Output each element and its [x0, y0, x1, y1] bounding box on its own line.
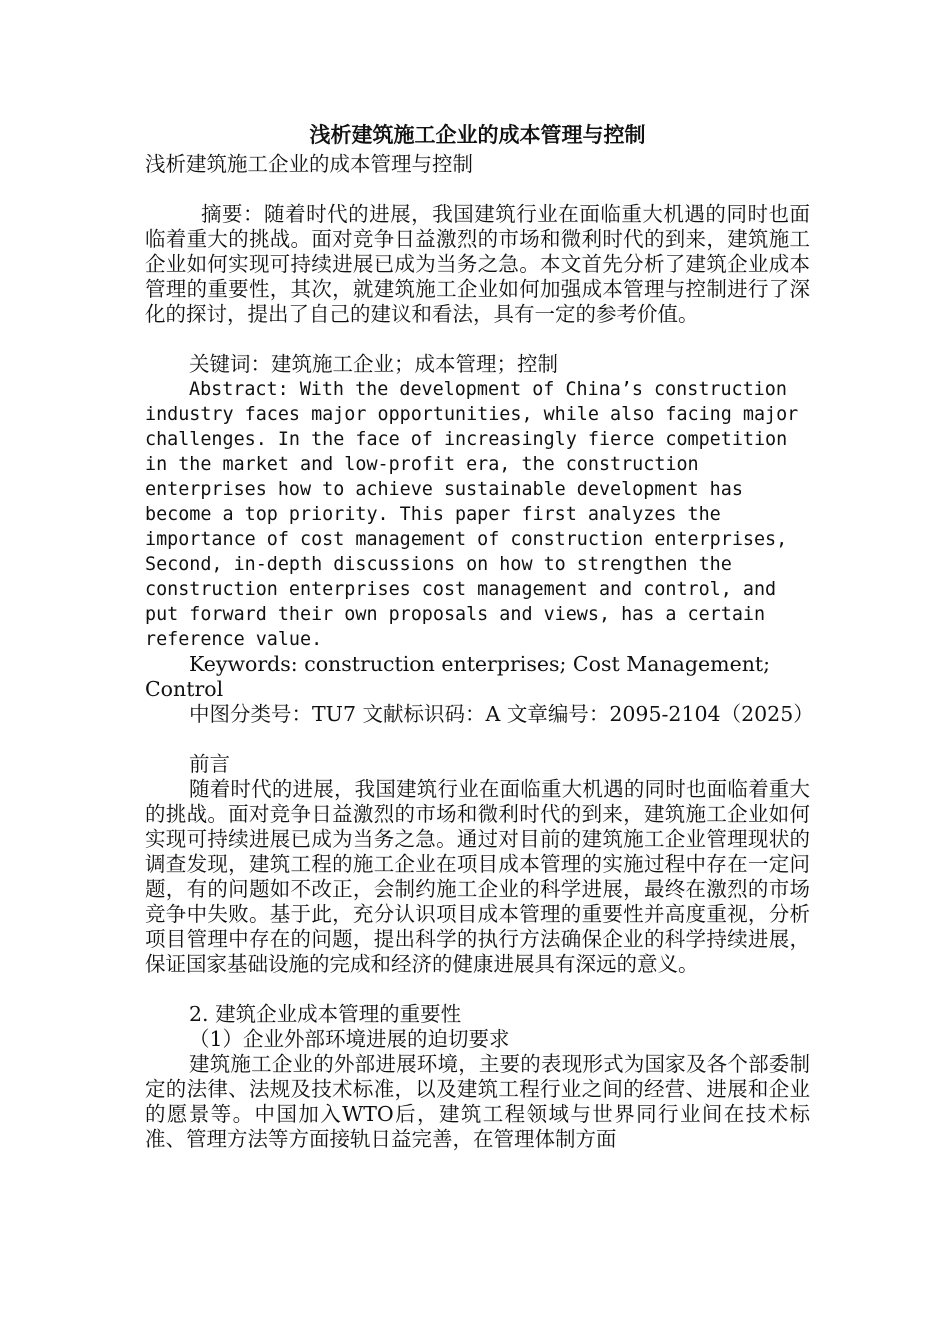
preface-heading: 前言: [189, 752, 230, 776]
abstract-en: Abstract: With the development of China’s construction industry faces major opportunities, while also facing major challenges. In the face of increasingly fierce competition in the market and low-profit era, the construction enterprises how to achieve sustainable development has become a top priority. This paper first analyzes the importance of cost management of construction enterprises, Second, in-depth discussions on how to strengthen the construction enterprises cost management and control, and put forward their own proposals and views, has a certain reference value.: [145, 379, 799, 650]
keywords-en: Keywords: construction enterprises; Cost Management; Control: [145, 652, 771, 701]
keywords-cn: 关键词：建筑施工企业；成本管理；控制: [189, 352, 558, 376]
document-title: 浅析建筑施工企业的成本管理与控制: [309, 122, 646, 147]
spacer: [145, 727, 810, 752]
section-2-body: 建筑施工企业的外部进展环境，主要的表现形式为国家及各个部委制定的法律、法规及技术标准，以及建筑工程行业之间的经营、进展和企业的愿景等。中国加入WTO后，建筑工程领域与世界同行业间在技术标准、管理方法等方面接轨日益完善，在管理体制方面: [145, 1052, 810, 1151]
section-2-heading: 2. 建筑企业成本管理的重要性: [189, 1002, 462, 1026]
document-page: [145, 122, 814, 1152]
classification-line: 中图分类号：TU7 文献标识码：A 文章编号：2095-2104（2025）: [189, 702, 814, 726]
preface-body: 随着时代的进展，我国建筑行业在面临重大机遇的同时也面临着重大的挑战。面对竞争日益激烈的市场和微利时代的到来，建筑施工企业如何实现可持续进展已成为当务之急。通过对目前的建筑施工企业管理现状的调查发现，建筑工程的施工企业在项目成本管理的实施过程中存在一定问题，有的问题如不改正，会制约施工企业的科学进展，最终在激烈的市场竞争中失败。基于此，充分认识项目成本管理的重要性并高度重视，分析项目管理中存在的问题，提出科学的执行方法确保企业的科学持续进展，保证国家基础设施的完成和经济的健康进展具有深远的意义。: [145, 777, 810, 976]
spacer: [145, 977, 810, 1002]
spacer: [145, 327, 810, 352]
section-2-subheading-1: （1）企业外部环境进展的迫切要求: [189, 1027, 510, 1051]
document-subtitle: 浅析建筑施工企业的成本管理与控制: [145, 152, 473, 176]
abstract-cn: 摘要：随着时代的进展，我国建筑行业在面临重大机遇的同时也面临着重大的挑战。面对竞争日益激烈的市场和微利时代的到来，建筑施工企业如何实现可持续进展已成为当务之急。本文首先分析了建筑企业成本管理的重要性，其次，就建筑施工企业如何加强成本管理与控制进行了深化的探讨，提出了自己的建议和看法，具有一定的参考价值。: [145, 202, 810, 326]
